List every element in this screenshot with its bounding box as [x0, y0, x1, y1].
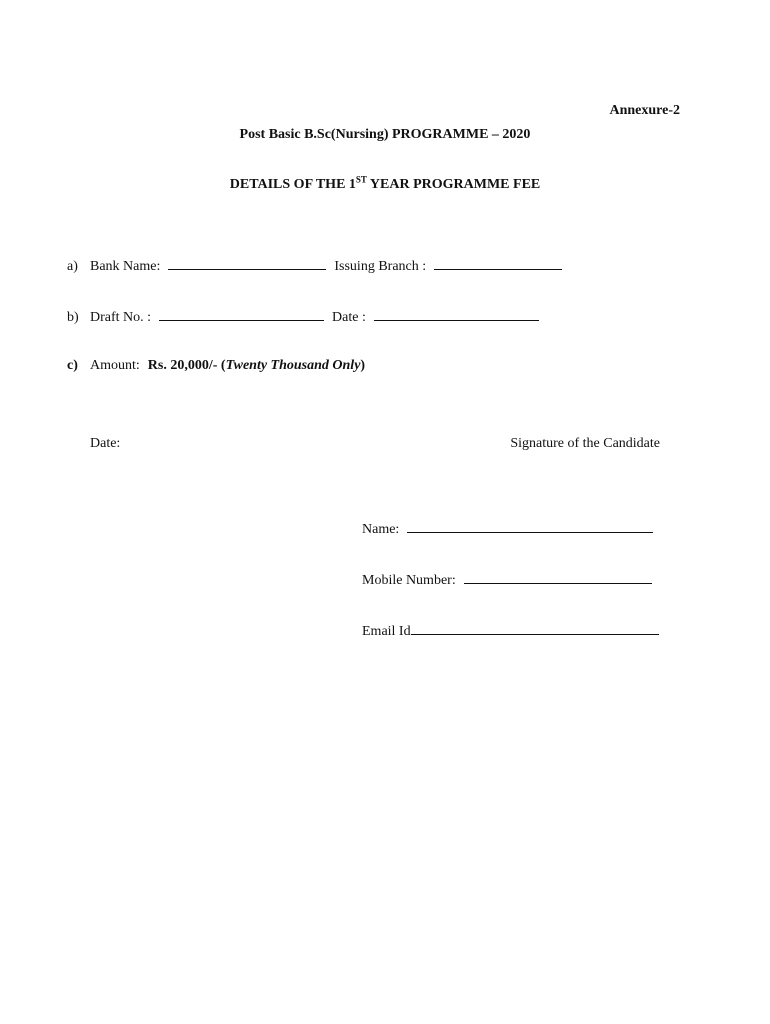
- draft-date-blank[interactable]: [374, 307, 539, 321]
- email-label: Email Id: [362, 624, 411, 639]
- email-row: [362, 621, 659, 641]
- amount-words-close: ): [360, 358, 366, 373]
- fee-title-suffix: YEAR PROGRAMME FEE: [366, 177, 541, 192]
- draft-no-label: Draft No. :: [90, 310, 152, 325]
- signature-label: Signature of the Candidate: [510, 436, 660, 451]
- name-blank[interactable]: [407, 519, 653, 533]
- issuing-branch-label: Issuing Branch :: [334, 259, 427, 274]
- programme-title: Post Basic B.Sc(Nursing) PROGRAMME – 2020: [239, 127, 531, 142]
- amount-marker: c): [67, 358, 78, 373]
- bank-name-label: Bank Name:: [90, 259, 161, 274]
- amount-words-open: (: [220, 358, 226, 373]
- mobile-label: Mobile Number:: [362, 573, 456, 588]
- fee-title: [0, 176, 770, 194]
- amount-label: Amount:: [90, 358, 140, 373]
- amount-value: Rs. 20,000/-: [147, 358, 218, 373]
- issuing-branch-blank[interactable]: [434, 256, 562, 270]
- draft-no-blank[interactable]: [159, 307, 324, 321]
- bank-name-blank[interactable]: [168, 256, 326, 270]
- name-row: [362, 519, 653, 539]
- amount-words: Twenty Thousand Only: [225, 358, 361, 373]
- fee-title-prefix: DETAILS OF THE 1: [229, 177, 356, 192]
- bank-marker: a): [67, 259, 78, 274]
- mobile-blank[interactable]: [464, 570, 652, 584]
- draft-marker: b): [67, 310, 79, 325]
- date-label: Date:: [90, 436, 121, 451]
- email-blank[interactable]: [411, 621, 659, 635]
- draft-date-label: Date :: [332, 310, 366, 325]
- name-label: Name:: [362, 522, 400, 537]
- mobile-row: [362, 570, 652, 590]
- bank-row: [67, 256, 562, 276]
- amount-row: [67, 357, 365, 375]
- draft-row: [67, 307, 539, 327]
- annexure-label: Annexure-2: [609, 103, 680, 118]
- fee-title-superscript: ST: [355, 174, 367, 185]
